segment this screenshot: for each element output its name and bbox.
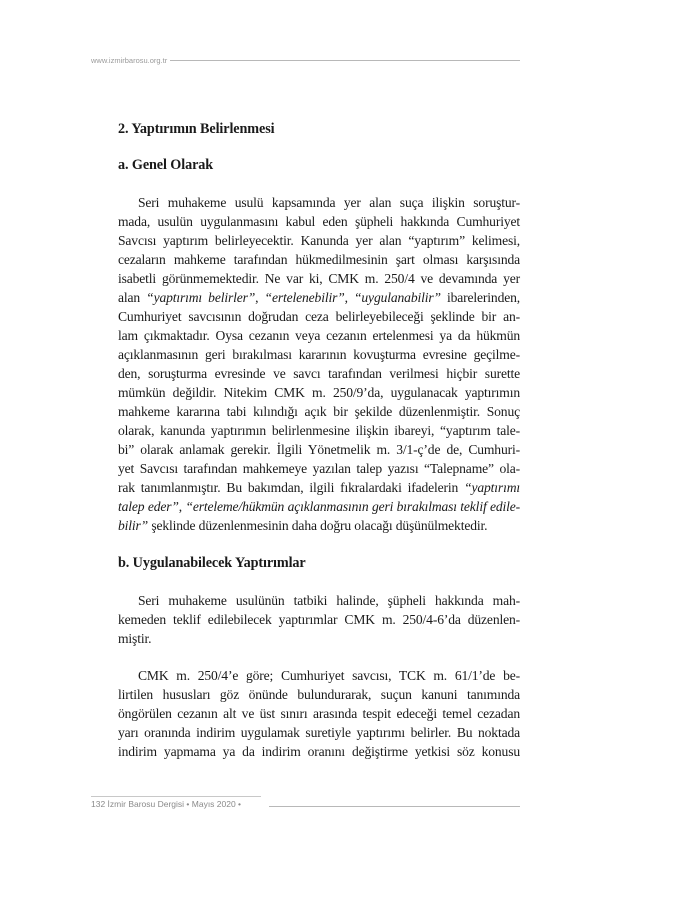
text-line: indirim yapmama ya da indirim oranını değiştirme yetkisi söz konusu bbox=[118, 744, 520, 759]
footer-upper-rule bbox=[91, 796, 261, 797]
text-line: Seri muhakeme usulü kapsamında yer alan suça ilişkin soruştur- bbox=[138, 195, 520, 210]
text-line: rak tanımlanmıştır. Bu bakımdan, ilgili fıkralardaki ifadelerin “yaptırımı bbox=[118, 480, 520, 495]
page-footer bbox=[91, 798, 520, 812]
text-line: mada, usulün uygulanmasını kabul eden şüpheli hakkında Cumhuriyet bbox=[118, 214, 520, 229]
text-line: Savcısı yaptırım belirleyecektir. Kanunda yer alan “yaptırım” kelimesi, bbox=[118, 233, 520, 248]
header-url: www.izmirbarosu.org.tr bbox=[91, 55, 168, 65]
text-line: yet Savcısı tarafından mahkemeye yazılan talep yazısı “Talepname” ola- bbox=[118, 461, 520, 476]
text-line: kemeden teklif edilebilecek yaptırımlar CMK m. 250/4-6’da düzenlen- bbox=[118, 612, 520, 627]
footer-rule bbox=[269, 806, 520, 807]
text-line: isabetli görünmemektedir. Ne var ki, CMK m. 250/4 ve devamında yer bbox=[118, 271, 520, 286]
text-line: mahkeme kararına tabi kılındığı açık bir şekilde düzenlenmiştir. Sonuç bbox=[118, 404, 520, 419]
text-line: olarak, kanunda yaptırımın belirlenmesine ilişkin ibareyi, “yaptırım tale- bbox=[118, 423, 520, 438]
footer-text: 132 İzmir Barosu Dergisi • Mayıs 2020 • bbox=[91, 799, 242, 809]
text-line: bilir” şeklinde düzenlenmesinin daha doğru olacağı düşünülmektedir. bbox=[118, 518, 488, 533]
section-title-yaptirimin-belirlenmesi: 2. Yaptırımın Belirlenmesi bbox=[118, 121, 275, 137]
text-line: açıklanmasının geri bırakılması kararının kovuşturma evresine geçilme- bbox=[118, 347, 520, 362]
text-line: Seri muhakeme usulünün tatbiki halinde, şüpheli hakkında mah- bbox=[138, 593, 520, 608]
page-content bbox=[118, 118, 520, 761]
text-line: CMK m. 250/4’e göre; Cumhuriyet savcısı, TCK m. 61/1’de be- bbox=[138, 668, 520, 683]
text-line: cezaların mahkeme tarafından hükmedilmesinin şart olması karşısında bbox=[118, 252, 520, 267]
section-title-genel-olarak: a. Genel Olarak bbox=[118, 157, 214, 173]
section-title-uygulanabilecek-yaptirimlar: b. Uygulanabilecek Yaptırımlar bbox=[118, 555, 306, 571]
text-line: talep eder”, “erteleme/hükmün açıklanmasının geri bırakılması teklif edile- bbox=[118, 499, 520, 514]
text-line: lam çıkmaktadır. Oysa cezanın veya cezanın ertelenmesi ya da hükmün bbox=[118, 328, 520, 343]
text-line: Cumhuriyet savcısının doğrudan ceza belirleyebileceği şeklinde bir an- bbox=[118, 309, 520, 324]
text-line: bi” olarak anlamak gerekir. İlgili Yönetmelik m. 3/1-ç’de de, Cumhuri- bbox=[118, 442, 520, 457]
paragraph-cmk-250-4 bbox=[118, 666, 520, 761]
text-line: den, soruşturma evresinde ve savcı tarafından verilmesi hiçbir surette bbox=[118, 366, 520, 381]
text-line: öngörülen cezanın alt ve üst sınırı arasında tespit edeceği temel cezadan bbox=[118, 706, 520, 721]
text-line: yarı oranında indirim uygulamak suretiyle yaptırımı belirler. Bu noktada bbox=[118, 725, 520, 740]
header-rule bbox=[170, 60, 520, 61]
paragraph-teklif-yaptirimlar bbox=[118, 591, 520, 648]
paragraph-genel-olarak bbox=[118, 193, 520, 535]
page-header bbox=[91, 54, 520, 66]
text-line: mümkün değildir. Nitekim CMK m. 250/9’da, uygulanacak yaptırımın bbox=[118, 385, 520, 400]
text-line: lirtilen hususları göz önünde bulundurarak, suçun kanuni tanımında bbox=[118, 687, 520, 702]
text-line: miştir. bbox=[118, 631, 152, 646]
text-line: alan “yaptırımı belirler”, “ertelenebilir”, “uygulanabilir” ibarelerinden, bbox=[118, 290, 521, 305]
